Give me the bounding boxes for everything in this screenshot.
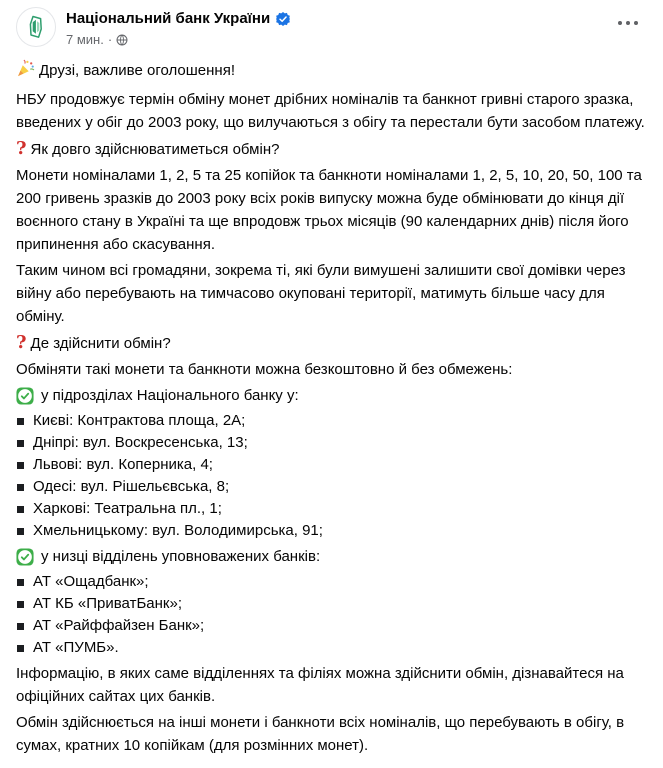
globe-icon [116, 34, 128, 46]
post-menu-button[interactable] [609, 13, 647, 33]
three-dots-icon [617, 19, 639, 27]
list-item [16, 615, 647, 637]
list-item [16, 520, 647, 542]
list-item [16, 432, 647, 454]
paragraph-citizens: Таким чином всі громадяни, зокрема ті, які були вимушені залишити свої домівки через війну або перебувають на тимчасово окуповані території, матимуть більше часу для обміну. [16, 262, 626, 325]
red-question-icon: ? [16, 138, 27, 159]
green-check-icon [16, 387, 34, 405]
nbu-locations-list [16, 410, 647, 542]
question-text: Як довго здійснюватиметься обмін? [30, 141, 280, 158]
list-item-text: АТ «Ощадбанк»; [33, 573, 149, 590]
list-item-text: Києві: Контрактова площа, 2А; [33, 412, 246, 429]
checklist-title: у низці відділень уповноважених банків: [41, 548, 321, 565]
square-bullet-icon [17, 623, 24, 630]
question-text: Де здійснити обмін? [30, 335, 171, 352]
green-check-icon [16, 548, 34, 566]
timestamp-link[interactable]: 7 мин. [66, 32, 104, 47]
paragraph-free-exchange: Обміняти такі монети та банкноти можна безкоштовно й без обмежень: [16, 361, 513, 378]
avatar[interactable] [16, 7, 56, 47]
list-item-text: Харкові: Театральна пл., 1; [33, 500, 222, 517]
list-item-text: Дніпрі: вул. Воскресенська, 13; [33, 434, 248, 451]
square-bullet-icon [17, 601, 24, 608]
question-heading-duration [16, 137, 647, 161]
square-bullet-icon [17, 528, 24, 535]
post-body [0, 49, 663, 768]
square-bullet-icon [17, 484, 24, 491]
page-name-link[interactable]: Національний банк України [66, 10, 271, 27]
paragraph-exchange-rule: Обмін здійснюється на інші монети і банкноти всіх номіналів, що перебувають в обігу, в сумах, кратних 10 копійкам (для розмінних монет). [16, 714, 625, 754]
list-item [16, 454, 647, 476]
verified-badge-icon [276, 12, 290, 26]
list-item [16, 637, 647, 659]
nbu-logo-icon [23, 14, 49, 40]
header-info [66, 7, 609, 47]
list-item [16, 571, 647, 593]
square-bullet-icon [17, 440, 24, 447]
list-item [16, 593, 647, 615]
post-header [0, 0, 663, 49]
list-item-text: Львові: вул. Коперника, 4; [33, 456, 213, 473]
list-item-text: АТ КБ «ПриватБанк»; [33, 595, 182, 612]
list-item [16, 410, 647, 432]
list-item [16, 498, 647, 520]
checklist-heading-nbu [16, 384, 647, 407]
question-heading-where [16, 331, 647, 355]
meta-separator: · [107, 32, 113, 47]
checklist-heading-banks [16, 545, 647, 568]
square-bullet-icon [17, 506, 24, 513]
square-bullet-icon [17, 645, 24, 652]
party-popper-icon [16, 59, 35, 85]
list-item-text: АТ «Райффайзен Банк»; [33, 617, 205, 634]
paragraph-terms: НБУ продовжує термін обміну монет дрібних номіналів та банкнот гривні старого зразка, введених у обіг до 2003 року, що вилучаються з обігу та перестали бути засобом платежу. [16, 91, 645, 131]
square-bullet-icon [17, 418, 24, 425]
paragraph-denominations: Монети номіналами 1, 2, 5 та 25 копійок та банкноти номіналами 1, 2, 5, 10, 20, 50, 100 та 200 гривень зразків до 2003 року всіх років випуску можна буде обмінювати до кінця дії воєнного стану в Україні та ще впродовж трьох місяців (90 календарних днів) після його припинення або скасування. [16, 167, 642, 253]
intro-text: Друзі, важливе оголошення! [39, 62, 235, 79]
square-bullet-icon [17, 462, 24, 469]
red-question-icon: ? [16, 332, 27, 353]
paragraph-info-websites: Інформацію, в яких саме відділеннях та філіях можна здійснити обмін, дізнавайтеся на офіційних сайтах цих банків. [16, 665, 624, 705]
list-item-text: Хмельницькому: вул. Володимирська, 91; [33, 522, 323, 539]
meta-row [66, 32, 609, 47]
list-item-text: АТ «ПУМБ». [33, 639, 119, 656]
list-item [16, 476, 647, 498]
banks-list [16, 571, 647, 659]
list-item-text: Одесі: вул. Рішельєвська, 8; [33, 478, 230, 495]
name-row [66, 10, 609, 28]
square-bullet-icon [17, 579, 24, 586]
intro-line [16, 59, 647, 85]
checklist-title: у підрозділах Національного банку у: [41, 387, 299, 404]
